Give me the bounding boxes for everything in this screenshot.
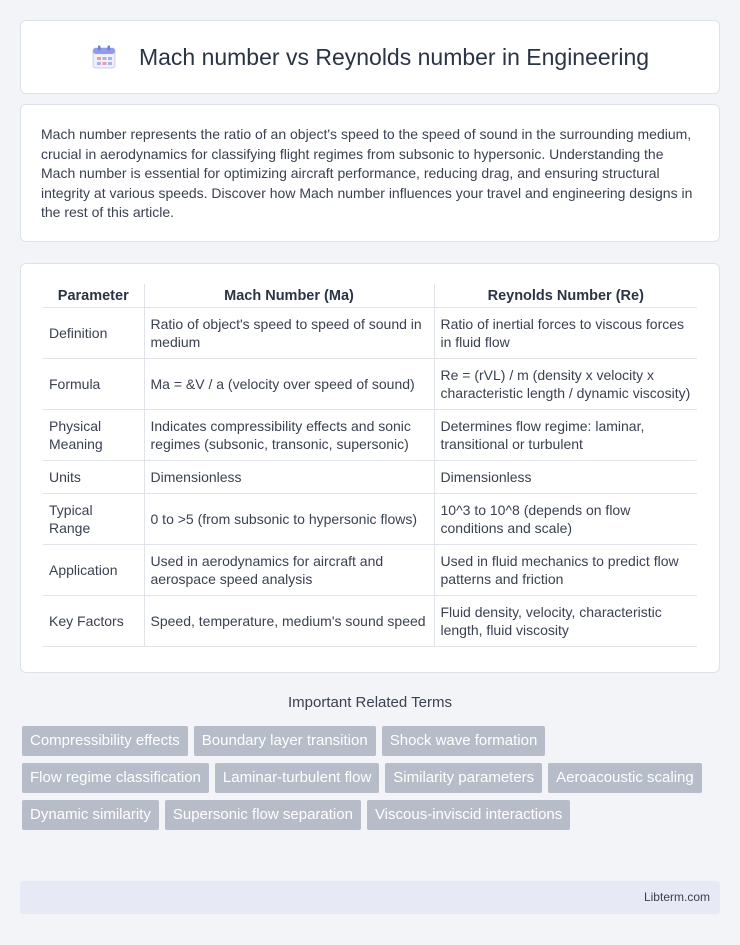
reynolds-cell: Fluid density, velocity, characteristic length, fluid viscosity [434,596,697,647]
related-term-tag[interactable]: Compressibility effects [22,726,188,756]
row-label: Definition [43,308,144,359]
table-row [43,359,697,410]
mach-cell: Indicates compressibility effects and sonic regimes (subsonic, transonic, supersonic) [144,410,434,461]
table-row [43,410,697,461]
related-term-tag[interactable]: Laminar-turbulent flow [215,763,379,793]
header-parameter: Parameter [43,284,144,308]
footer [20,881,720,914]
header-reynolds: Reynolds Number (Re) [434,284,697,308]
reynolds-cell: Ratio of inertial forces to viscous forces in fluid flow [434,308,697,359]
intro-card [20,104,720,242]
related-term-tag[interactable]: Supersonic flow separation [165,800,361,830]
related-term-tag[interactable]: Aeroacoustic scaling [548,763,702,793]
intro-paragraph: Mach number represents the ratio of an object's speed to the speed of sound in the surrounding medium, crucial in aerodynamics for classifying flight regimes from subsonic to hypersonic. Understanding the Mach number is essential for optimizing aircraft performance, reducing drag, and ensuring structural integrity at various speeds. Discover how Mach number influences your travel and engineering designs in the rest of this article. [41,126,693,221]
row-label: Physical Meaning [43,410,144,461]
header-mach: Mach Number (Ma) [144,284,434,308]
reynolds-cell: Used in fluid mechanics to predict flow patterns and friction [434,545,697,596]
related-term-tag[interactable]: Boundary layer transition [194,726,376,756]
mach-cell: Used in aerodynamics for aircraft and aerospace speed analysis [144,545,434,596]
comparison-table-card [20,263,720,673]
table-row [43,308,697,359]
related-term-tag[interactable]: Viscous-inviscid interactions [367,800,570,830]
comparison-table [43,284,697,647]
mach-cell: Dimensionless [144,461,434,494]
table-row [43,596,697,647]
reynolds-cell: Dimensionless [434,461,697,494]
calendar-icon [91,44,117,70]
related-term-tag[interactable]: Flow regime classification [22,763,209,793]
table-row [43,545,697,596]
mach-cell: Ratio of object's speed to speed of sound in medium [144,308,434,359]
mach-cell: Ma = &V / a (velocity over speed of sound) [144,359,434,410]
row-label: Application [43,545,144,596]
table-row [43,461,697,494]
row-label: Units [43,461,144,494]
reynolds-cell: 10^3 to 10^8 (depends on flow conditions and scale) [434,494,697,545]
related-term-tag[interactable]: Shock wave formation [382,726,546,756]
table-row [43,494,697,545]
related-terms-tags [22,726,722,830]
mach-cell: Speed, temperature, medium's sound speed [144,596,434,647]
table-header-row [43,284,697,308]
row-label: Typical Range [43,494,144,545]
mach-cell: 0 to >5 (from subsonic to hypersonic flows) [144,494,434,545]
related-term-tag[interactable]: Similarity parameters [385,763,542,793]
row-label: Key Factors [43,596,144,647]
footer-site-link[interactable]: Libterm.com [643,890,710,904]
reynolds-cell: Determines flow regime: laminar, transitional or turbulent [434,410,697,461]
related-term-tag[interactable]: Dynamic similarity [22,800,159,830]
page-title: Mach number vs Reynolds number in Engineering [138,43,650,70]
header-card [20,20,720,94]
related-terms-title: Important Related Terms [288,694,452,711]
row-label: Formula [43,359,144,410]
reynolds-cell: Re = (rVL) / m (density x velocity x characteristic length / dynamic viscosity) [434,359,697,410]
